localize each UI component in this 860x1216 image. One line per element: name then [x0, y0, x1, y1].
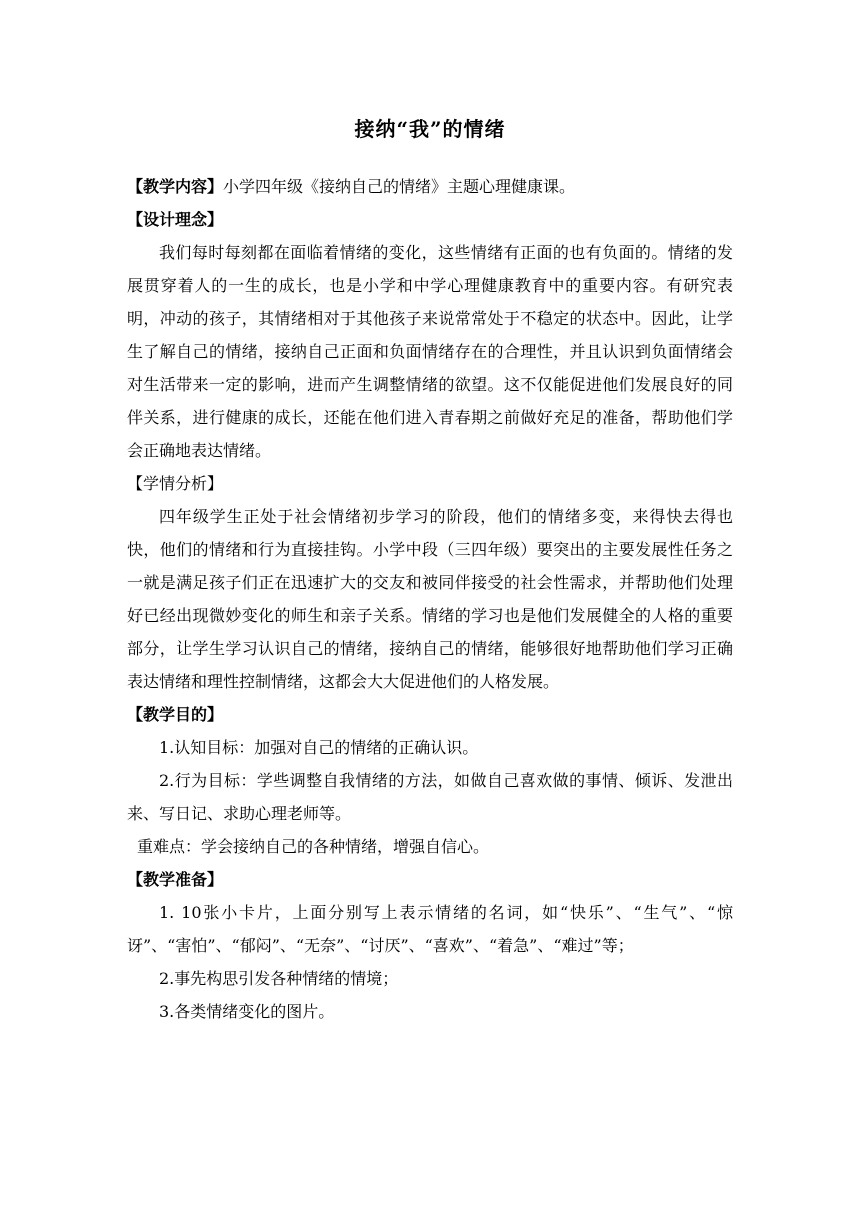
teaching-content-text: 小学四年级《接纳自己的情绪》主题心理健康课。 — [223, 177, 576, 196]
teaching-goals-heading: 【教学目的】 — [127, 705, 224, 724]
teaching-preparation-heading: 【教学准备】 — [127, 870, 224, 889]
document-title: 接纳“我”的情绪 — [354, 117, 506, 141]
key-points-line: 重难点：学会接纳自己的各种情绪，增强自信心。 — [137, 837, 490, 856]
teaching-goal-item: 2.行为目标：学些调整自我情绪的方法，如做自己喜欢做的事情、倾诉、发泄出来、写日记、求助心理老师等。 — [127, 771, 733, 823]
teaching-content-label: 【教学内容】 — [127, 177, 224, 196]
design-concept-paragraph: 我们每时每刻都在面临着情绪的变化，这些情绪有正面的也有负面的。情绪的发展贯穿着人的一生的成长，也是小学和中学心理健康教育中的重要内容。有研究表明，冲动的孩子，其情绪相对于其他孩子来说常常处于不稳定的状态中。因此，让学生了解自己的情绪，接纳自己正面和负面情绪存在的合理性，并且认识到负面情绪会对生活带来一定的影响，进而产生调整情绪的欲望。这不仅能促进他们发展良好的同伴关系，进行健康的成长，还能在他们进入青春期之前做好充足的准备，帮助他们学会正确地表达情绪。 — [127, 243, 733, 460]
preparation-item: 1. 10张小卡片，上面分别写上表示情绪的名词，如“快乐”、“生气”、“惊讶”、“害怕”、“郁闷”、“无奈”、“讨厌”、“喜欢”、“着急”、“难过”等； — [127, 903, 733, 955]
student-analysis-heading: 【学情分析】 — [127, 474, 224, 493]
design-concept-heading: 【设计理念】 — [127, 210, 224, 229]
student-analysis-paragraph: 四年级学生正处于社会情绪初步学习的阶段，他们的情绪多变，来得快去得也快，他们的情绪和行为直接挂钩。小学中段（三四年级）要突出的主要发展性任务之一就是满足孩子们正在迅速扩大的交友和被同伴接受的社会性需求，并帮助他们处理好已经出现微妙变化的师生和亲子关系。情绪的学习也是他们发展健全的人格的重要部分，让学生学习认识自己的情绪，接纳自己的情绪，能够很好地帮助他们学习正确表达情绪和理性控制情绪，这都会大大促进他们的人格发展。 — [127, 507, 733, 691]
teaching-content-line — [127, 170, 733, 203]
document-body — [127, 112, 733, 1028]
teaching-goal-item: 1.认知目标：加强对自己的情绪的正确认识。 — [159, 738, 479, 757]
preparation-item: 3.各类情绪变化的图片。 — [159, 1002, 335, 1021]
preparation-item: 2.事先构思引发各种情绪的情境； — [159, 969, 399, 988]
